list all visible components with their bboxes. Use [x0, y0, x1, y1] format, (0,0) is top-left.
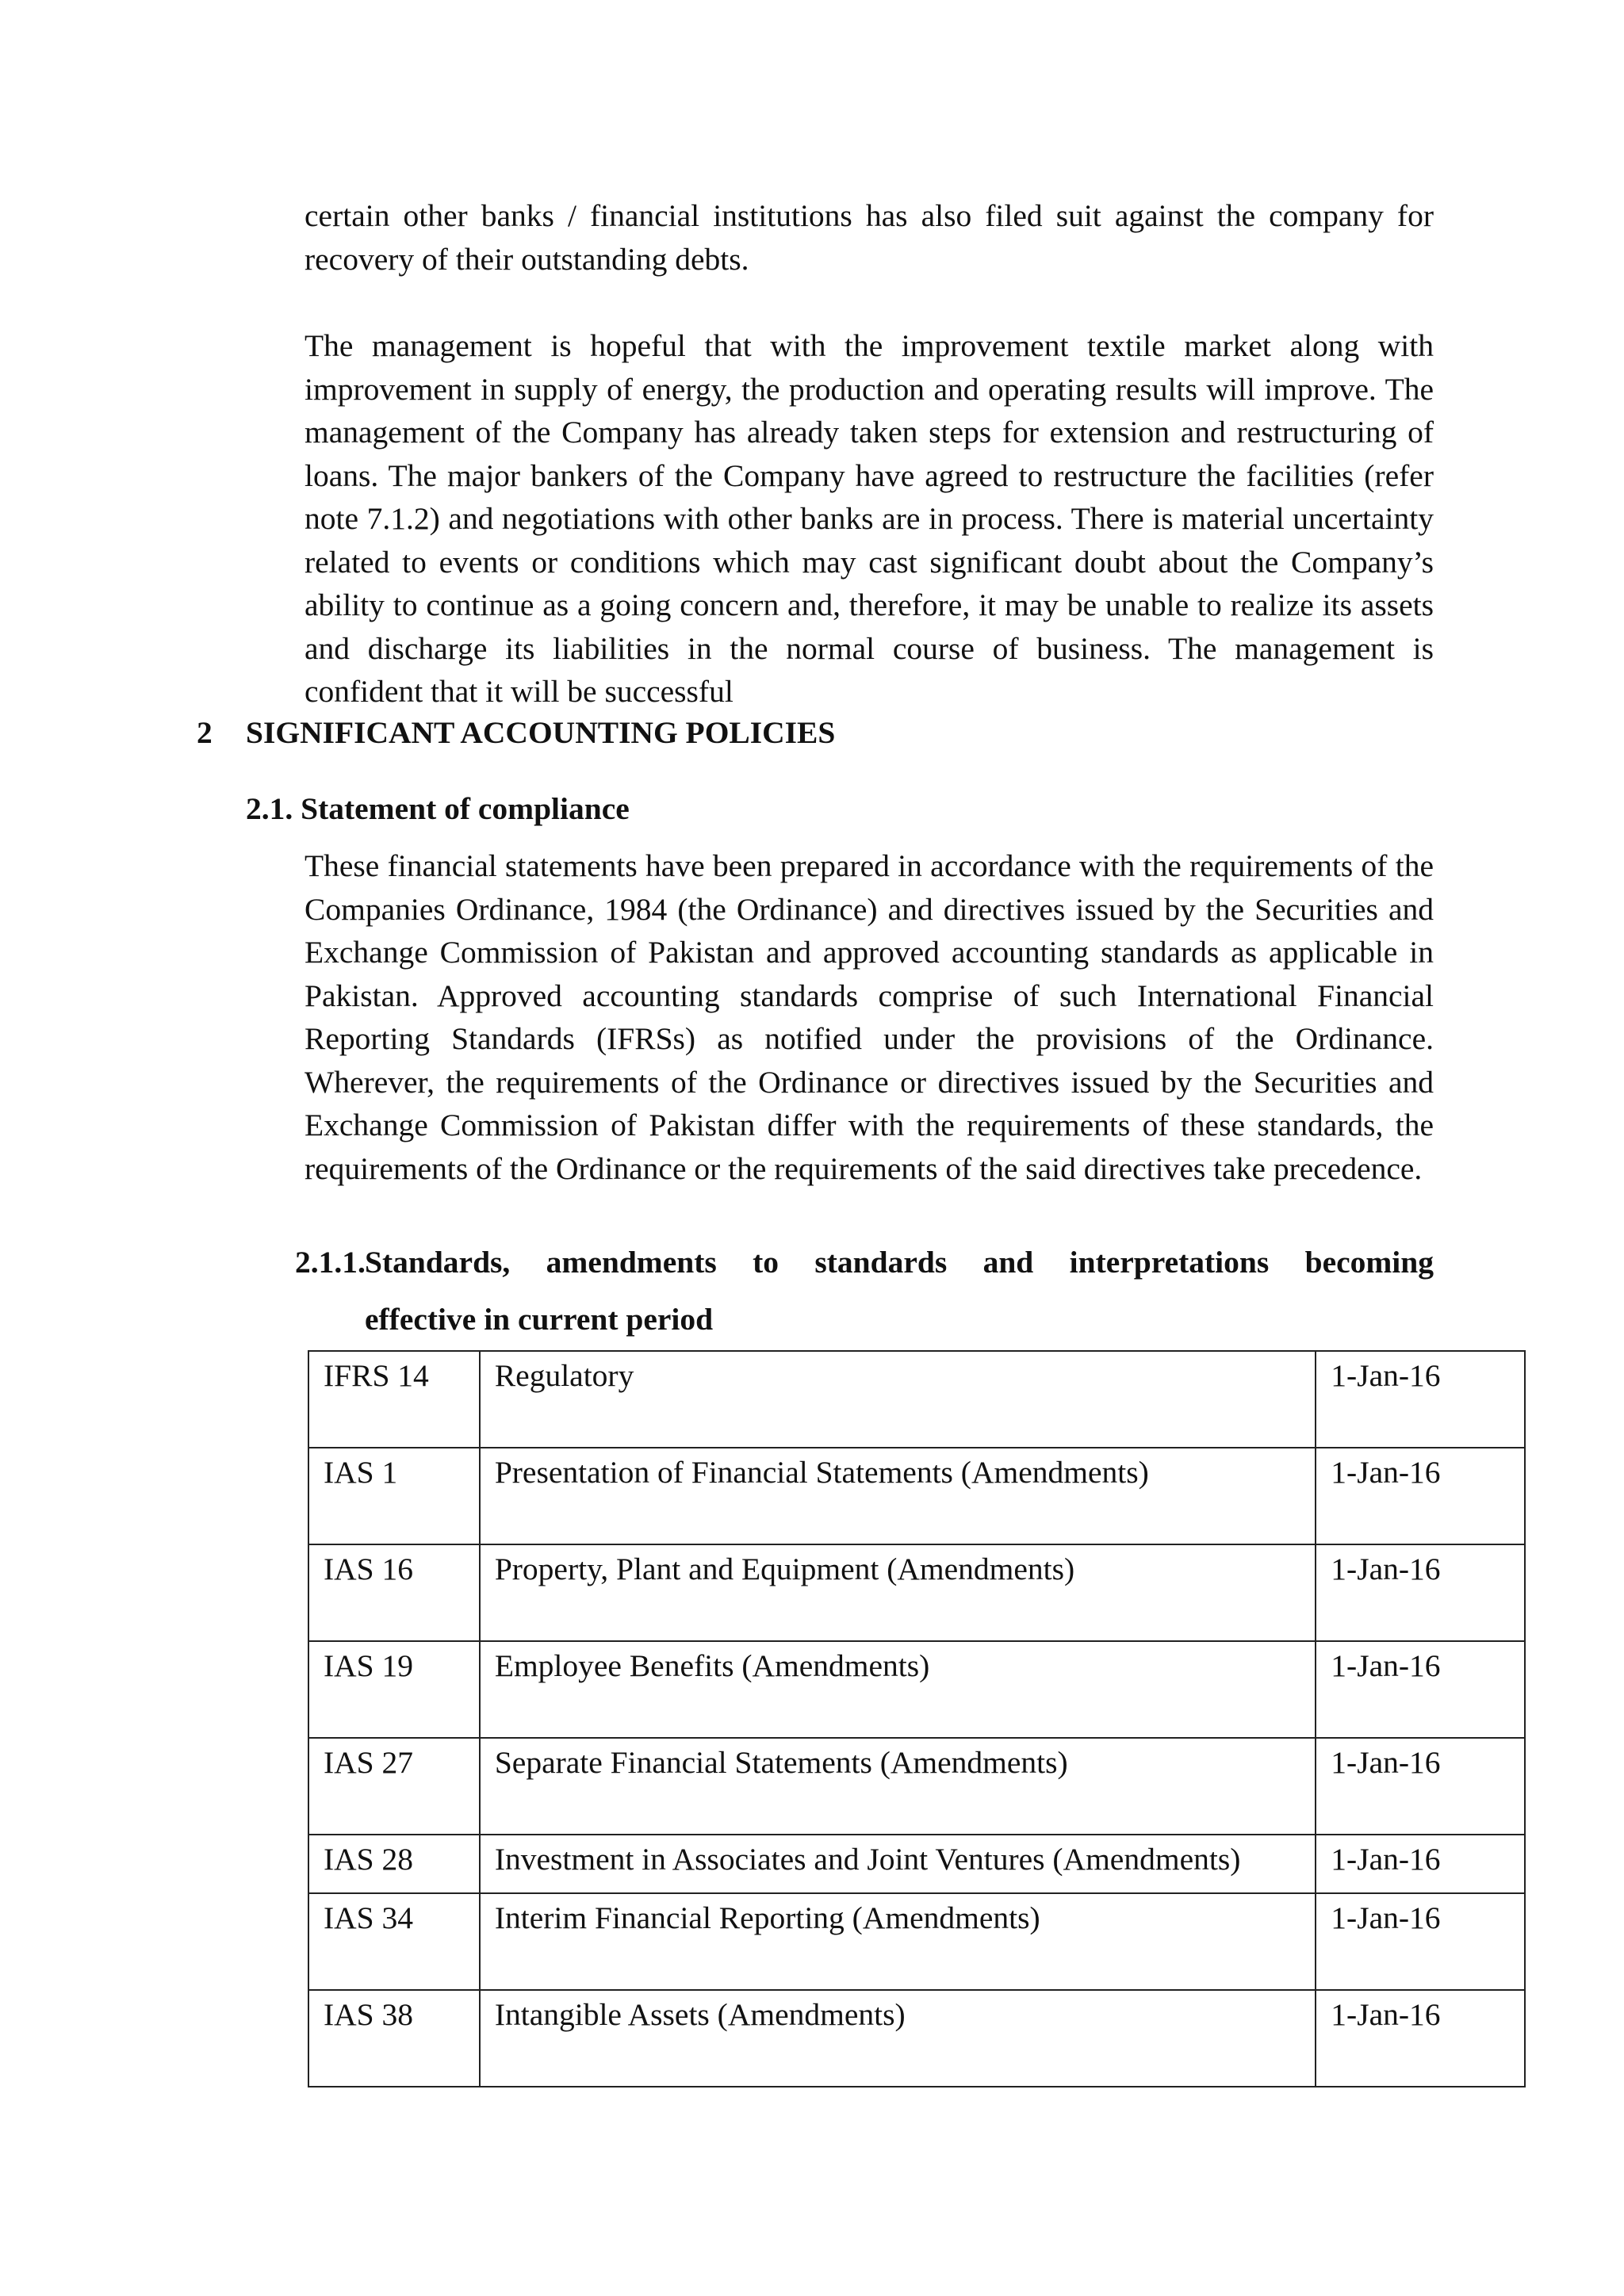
compliance-paragraph: These financial statements have been prepared in accordance with the requirements of the Companies Ordinance, 1984 (the Ordinance) and directives issued by the Securities and Exchange Commission of Pakistan and approved accounting standards as applicable in Pakistan. Approved accounting standards comprise of such International Financial Reporting Standards (IFRSs) as notified under the provisions of the Ordinance. Wherever, the requirements of the Ordinance or directives issued by the Securities and Exchange Commission of Pakistan differ with the requirements of these standards, the requirements of the Ordinance or the requirements of the said directives take precedence. [304, 848, 1434, 1186]
intro-paragraph-1: certain other banks / financial institutions has also filed suit against the company for recovery of their outstanding debts. [304, 198, 1434, 277]
effective-date: 1-Jan-16 [1316, 1990, 1525, 2087]
standard-code: IAS 28 [308, 1835, 480, 1893]
standard-title: Regulatory [480, 1351, 1316, 1448]
effective-date: 1-Jan-16 [1316, 1448, 1525, 1544]
intro-paragraph-2: The management is hopeful that with the improvement textile market along with improvement in supply of energy, the production and operating results will improve. The management of the Company has already taken steps for extension and restructuring of loans. The major bankers of the Company have agreed to restructure the facilities (refer note 7.1.2) and negotiations with other banks are in process. There is material uncertainty related to events or conditions which may cast significant doubt about the Company’s ability to continue as a going concern and, therefore, it may be unable to realize its assets and discharge its liabilities in the normal course of business. The management is confident that it will be successful [304, 328, 1434, 709]
subsection-heading [246, 787, 630, 830]
subsubsection-title-text: Standards, amendments to standards and interpretations becoming [365, 1245, 1434, 1280]
subsection-title: Statement of compliance [301, 791, 630, 826]
standards-table [308, 1350, 1526, 2087]
table-row [308, 1544, 1525, 1641]
standard-code: IAS 27 [308, 1738, 480, 1835]
subsubsection-title-line1 [295, 1234, 1434, 1291]
standard-code: IAS 1 [308, 1448, 480, 1544]
table-row [308, 1893, 1525, 1990]
table-row [308, 1641, 1525, 1738]
standard-code: IAS 16 [308, 1544, 480, 1641]
effective-date: 1-Jan-16 [1316, 1738, 1525, 1835]
subsection-number: 2.1. [246, 791, 293, 826]
standard-title: Interim Financial Reporting (Amendments) [480, 1893, 1316, 1990]
standard-title: Intangible Assets (Amendments) [480, 1990, 1316, 2087]
standard-title: Employee Benefits (Amendments) [480, 1641, 1316, 1738]
subsubsection-number: 2.1.1. [295, 1245, 366, 1280]
section-heading [197, 711, 835, 754]
standard-code: IFRS 14 [308, 1351, 480, 1448]
standard-title: Separate Financial Statements (Amendments) [480, 1738, 1316, 1835]
subsubsection-heading [295, 1234, 1434, 1348]
effective-date: 1-Jan-16 [1316, 1893, 1525, 1990]
effective-date: 1-Jan-16 [1316, 1641, 1525, 1738]
standard-title: Property, Plant and Equipment (Amendments) [480, 1544, 1316, 1641]
table-row [308, 1351, 1525, 1448]
effective-date: 1-Jan-16 [1316, 1544, 1525, 1641]
table-row [308, 1738, 1525, 1835]
table-row [308, 1835, 1525, 1893]
section-title: SIGNIFICANT ACCOUNTING POLICIES [246, 715, 836, 750]
standard-code: IAS 38 [308, 1990, 480, 2087]
section-number: 2 [197, 715, 213, 750]
effective-date: 1-Jan-16 [1316, 1351, 1525, 1448]
table-row [308, 1990, 1525, 2087]
standard-title: Investment in Associates and Joint Ventures (Amendments) [480, 1835, 1316, 1893]
standard-title: Presentation of Financial Statements (Amendments) [480, 1448, 1316, 1544]
subsubsection-title-line2: effective in current period [365, 1302, 714, 1337]
standard-code: IAS 19 [308, 1641, 480, 1738]
effective-date: 1-Jan-16 [1316, 1835, 1525, 1893]
standard-code: IAS 34 [308, 1893, 480, 1990]
table-row [308, 1448, 1525, 1544]
